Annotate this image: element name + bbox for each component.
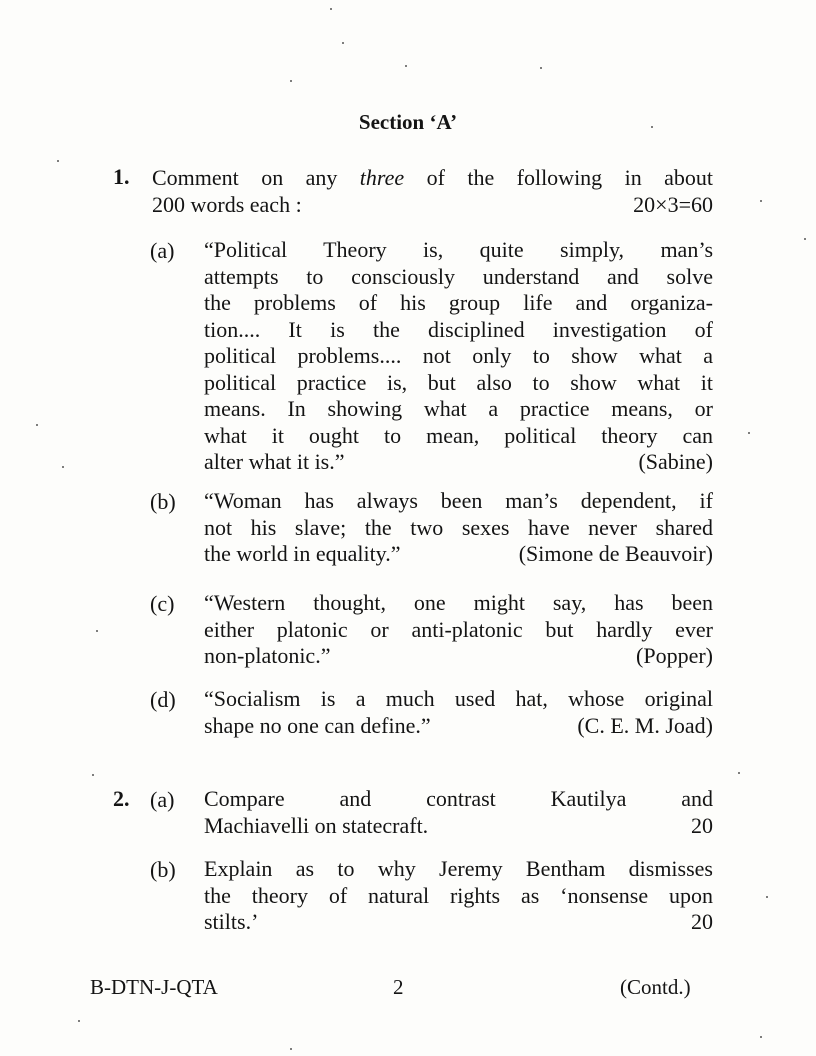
- scan-speck: [540, 67, 542, 69]
- q2-part-a-last-line: Machiavelli on statecraft.: [204, 812, 429, 838]
- scan-speck: [804, 238, 806, 240]
- scan-speck: [78, 1020, 80, 1022]
- q2-part-a-line: Compare and contrast Kautilya and: [204, 786, 713, 811]
- section-heading: Section ‘A’: [358, 110, 458, 134]
- q1-part-d-line: “Socialism is a much used hat, whose original: [204, 686, 713, 711]
- footer-contd: (Contd.): [620, 975, 691, 999]
- q2-part-a-label: (a): [150, 787, 175, 812]
- question-1-number: 1.: [113, 164, 130, 189]
- q1-part-a-line: attempts to consciously understand and solve: [204, 263, 713, 289]
- q1-part-a-attribution: (Sabine): [638, 449, 713, 474]
- question-1-marks: 20×3=60: [633, 192, 713, 217]
- question-1-prompt-emphasis: three: [359, 165, 405, 190]
- q1-part-d-text: [204, 686, 713, 739]
- q1-part-d-label: (d): [150, 687, 176, 712]
- question-1-prompt-pre: Comment on any: [152, 165, 360, 190]
- scan-speck: [57, 160, 59, 162]
- q2-part-b-line: Explain as to why Jeremy Bentham dismisses: [204, 856, 713, 881]
- q2-part-a-marks: 20: [691, 812, 713, 838]
- scan-speck: [36, 424, 38, 426]
- q1-part-a-line: what it ought to mean, political theory can: [204, 422, 713, 448]
- question-2-number: 2.: [113, 786, 130, 811]
- q1-part-b-last-line: the world in equality.”: [204, 541, 401, 566]
- q1-part-b-label: (b): [150, 489, 176, 514]
- q1-part-a-line: means. In showing what a practice means, or: [204, 396, 713, 421]
- question-1-text: [152, 164, 713, 218]
- q1-part-b-text: [204, 488, 713, 568]
- scan-speck: [62, 466, 64, 468]
- q1-part-c-attribution: (Popper): [636, 643, 713, 668]
- q1-part-a-label: (a): [150, 238, 175, 263]
- q1-part-d-last-line: shape no one can define.”: [204, 712, 431, 738]
- q1-part-a-line: “Political Theory is, quite simply, man’s: [204, 237, 713, 262]
- scan-speck: [342, 42, 344, 44]
- q2-part-b-text: [204, 856, 713, 936]
- q1-part-a-text: [204, 237, 713, 476]
- footer-code: B-DTN-J-QTA: [90, 975, 218, 999]
- q1-part-b-attribution: (Simone de Beauvoir): [518, 541, 713, 566]
- q1-part-b-line: not his slave; the two sexes have never shared: [204, 514, 713, 540]
- q1-part-d-attribution: (C. E. M. Joad): [577, 712, 713, 738]
- footer-page-number: 2: [393, 975, 404, 999]
- scan-speck: [760, 1036, 762, 1038]
- q1-part-c-line: either platonic or anti-platonic but hardly ever: [204, 616, 713, 642]
- scan-speck: [290, 80, 292, 82]
- q2-part-b-marks: 20: [691, 909, 713, 934]
- q2-part-a-text: [204, 786, 713, 839]
- question-1-prompt-line2: 200 words each :: [152, 192, 302, 217]
- q2-part-b-label: (b): [150, 857, 176, 882]
- scan-speck: [760, 200, 762, 202]
- question-1-prompt-post: of the following in about: [404, 165, 714, 190]
- q1-part-c-last-line: non-platonic.”: [204, 643, 331, 668]
- scan-speck: [405, 65, 407, 67]
- scan-speck: [748, 432, 750, 434]
- q1-part-c-line: “Western thought, one might say, has been: [204, 590, 713, 615]
- scan-speck: [330, 8, 332, 10]
- q1-part-a-last-line: alter what it is.”: [204, 449, 345, 474]
- q1-part-a-line: tion.... It is the disciplined investigation of: [204, 316, 713, 342]
- q1-part-a-line: the problems of his group life and organiza-: [204, 290, 713, 315]
- scan-speck: [766, 896, 768, 898]
- scan-speck: [96, 630, 98, 632]
- scan-speck: [290, 1048, 292, 1050]
- q2-part-b-line: the theory of natural rights as ‘nonsense upon: [204, 882, 713, 908]
- scan-speck: [738, 772, 740, 774]
- scan-speck: [92, 774, 94, 776]
- q1-part-a-line: political practice is, but also to show what it: [204, 369, 713, 395]
- scan-speck: [651, 126, 653, 128]
- q1-part-c-text: [204, 590, 713, 670]
- q1-part-c-label: (c): [150, 591, 175, 616]
- q1-part-a-line: political problems.... not only to show what a: [204, 343, 713, 368]
- q1-part-b-line: “Woman has always been man’s dependent, if: [204, 488, 713, 513]
- q2-part-b-last-line: stilts.’: [204, 909, 259, 934]
